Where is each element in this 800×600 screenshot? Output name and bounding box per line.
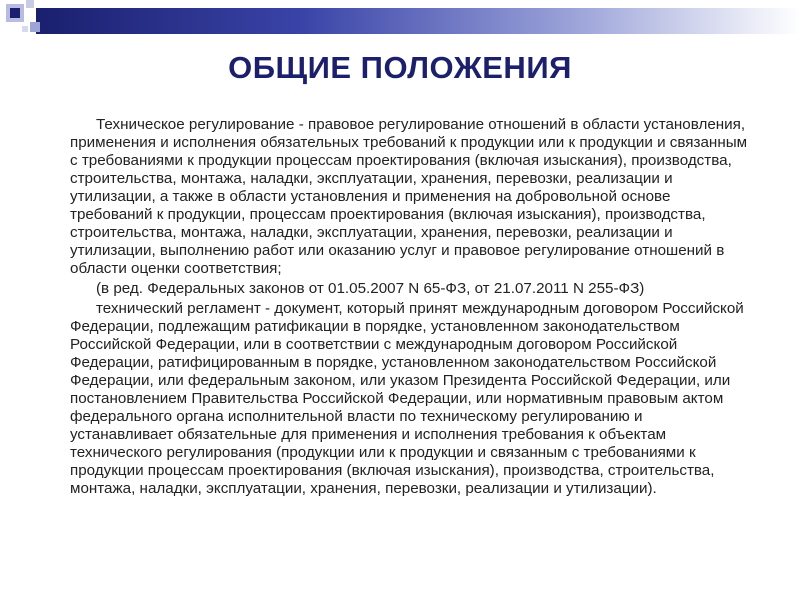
amendment-note: (в ред. Федеральных законов от 01.05.2007 N 65-ФЗ, от 21.07.2011 N 255-ФЗ) [96,280,645,297]
definition-technical-regulation: Техническое регулирование - правовое регулирование отношений в области установления, применения и исполнения обязательных требований к продукции или к продукции и связанным с требованиями к продукции процессам проектирования (включая изыскания), производства, строительства, монтажа, наладки, эксплуатации, хранения, перевозки, реализации и утилизации, а также в области установления и применения на добровольной основе требований к продукции, процессам проектирования (включая изыскания), производства, строительства, монтажа, наладки, эксплуатации, хранения, перевозки, реализации и утилизации, выполнению работ или оказанию услуг и правовое регулирование отношений в области оценки соответствия; [70,116,748,277]
slide-body [70,116,750,498]
decorative-square [26,0,34,8]
definition-technical-reglament: технический регламент - документ, который принят международным договором Российской Федерации, подлежащим ратификации в порядке, установленном законодательством Российской Федерации, или в соответствии с международным договором Российской Федерации, ратифицированным в порядке, установленном законодательством Российской Федерации, или федеральным законом, или указом Президента Российской Федерации, или постановлением Правительства Российской Федерации, или нормативным правовым актом федерального органа исполнительной власти по техническому регулированию и устанавливает обязательные для применения и исполнения требования к объектам технического регулирования (продукции или к продукции и связанным с требованиями к продукции процессам проектирования (включая изыскания), производства, строительства, монтажа, наладки, эксплуатации, хранения, перевозки, реализации и утилизации). [70,300,744,497]
decorative-square [10,8,20,18]
decorative-square [22,26,28,32]
slide-title: ОБЩИЕ ПОЛОЖЕНИЯ [228,50,572,85]
decorative-square [30,22,40,32]
header-gradient-bar [36,8,800,34]
